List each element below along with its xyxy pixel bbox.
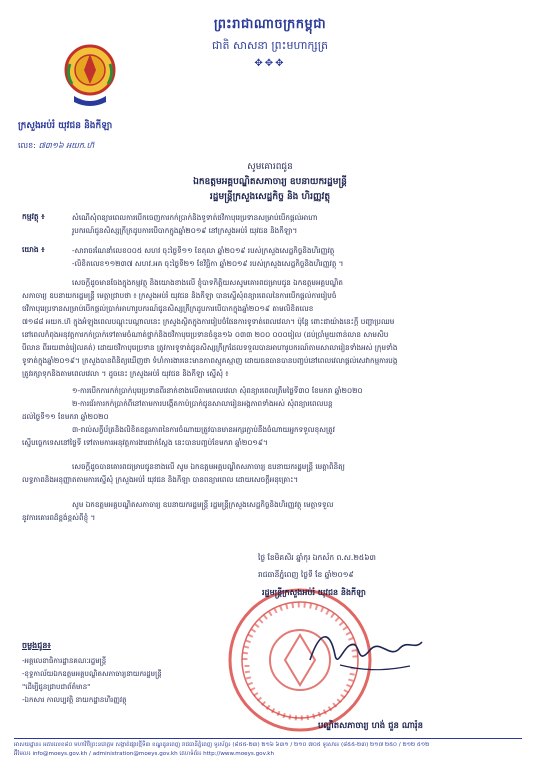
body-paragraph-2 — [22, 460, 522, 486]
cc-item: -ឯកសារ កាលប្បវត្តិ នាយកដ្ឋានហិរញ្ញវត្ថុ — [22, 696, 127, 704]
reference-line-1: -សារាចរណែនាំលេខ០០៥ សហវ ចុះថ្ងៃទី១១ ខែតុលា ឆ្នាំ២០១៩ របស់ក្រសួងសេដ្ឋកិច្ចនិងហិរញ្ញវត្ថុ — [72, 246, 335, 255]
subject-line-2: រូបករណ៍ជូនសិស្សក្រីក្រដូបការបើបាកក្នុងឆ្នាំ២០១៩ នៅក្រសួងអប់រំ យុវជន និងកីឡា។ — [72, 226, 298, 235]
addressee-salutation: សូមគោរពជូន — [247, 162, 293, 172]
body-line: ទូទាត់ក្នុងឆ្នាំ២០១៩។ ក្រសួងបានពិនិត្យឃើញថា ទំហំការងារនេះមានភាពស្មុគស្មាញ ដោយធនធានបានបញ្ចប់នៅពេលវេលាផ្តល់សេវាកម្មការបង្ក — [22, 356, 398, 365]
body-line: លទ្ធភាពនិងអនុញ្ញាតតាមការស្នើសុំ ក្រសួងអប់រំ យុវជន និងកីឡា បានពន្យារពេល ដោយសេចក្តីអនុគ្រោះ។ — [22, 475, 299, 484]
body-paragraph-1 — [22, 276, 522, 380]
reference-number — [18, 140, 94, 152]
subject-text — [72, 211, 522, 237]
cc-item: "ដើម្បីជូនជ្រាបជាព័ត៌មាន" — [22, 683, 91, 691]
body-line: ថវិកាបុរេប្រទានសម្រាប់បើកផ្តល់ប្រាក់អាហារូបករណ៍ជូនសិស្សក្រីក្រដូបការបើបាកក្នុងឆ្នាំ២០១៩ តាមលិខិតលេខ — [22, 304, 314, 313]
cc-list — [22, 655, 162, 707]
ministry-name: ក្រសួងអប់រំ យុវជន និងកីឡា — [18, 121, 113, 131]
cc-item: -អគ្គលេខាធិការដ្ឋានគណៈរដ្ឋមន្ត្រី — [22, 657, 107, 665]
body-line: សូម ឯកឧត្តមអគ្គបណ្ឌិតសភាចារ្យ ឧបនាយករដ្ឋមន្ត្រី រដ្ឋមន្ត្រីក្រសួងសេដ្ឋកិច្ចនិងហិរញ្ញវត្ថុ មេត្តាទទួល — [72, 500, 334, 509]
request-item-1: ១-ការបើកការកក់ប្រាក់បុរេប្រទានពីរនាក់ខាងលើតាមពេលវេលា សុំពន្យារពេលត្រឹមថ្ងៃទី៣០ ខែមករា ឆ្នាំ២០២០ — [72, 386, 363, 395]
subject-line-1: សំណើសុំពន្យារពេលការបើកចេញការកក់ប្រាក់និងទូទាត់ថវិកាបុរេប្រទានសម្រាប់បើកផ្តល់អាហា — [72, 213, 318, 222]
addressee-block — [150, 160, 390, 205]
reference-number-value: ៧៣១៦ អយក.ហ៊ — [38, 141, 95, 150]
lunar-date: ថ្ងៃ ខែមិគសិរ ឆ្នាំកុរ ឯកស័ក ព.ស.២៥៦៣ — [258, 553, 376, 562]
subject-label: កម្មវត្ថុ ៖ — [22, 212, 45, 221]
cc-item: -ខុទ្ទកាល័យឯកឧត្តមអគ្គបណ្ឌិតសភាចារ្យនាយករដ្ឋមន្ត្រី — [22, 670, 162, 678]
request-item-3-cont: ស្នើបច្ចេកទេសនៅថ្ងៃទី ទៅតាមការអនុវត្តការងារជាក់ស្តែង នេះបានបញ្ចប់ខែមករា ឆ្នាំ២០១៩។ — [22, 438, 268, 447]
footer-contact: អ៊ីមែល៖ info@moeys.gov.kh / administration@moeys.gov.kh គេហទំព័រ៖ http://www.moeys.gov.kh — [14, 751, 275, 757]
handwritten-signature-icon — [300, 620, 430, 680]
request-item-2-cont: ដល់ថ្ងៃទី១១ ខែមករា ឆ្នាំ២០២០ — [22, 412, 109, 421]
signer-name: បណ្ឌិតសភាចារ្យ ហង់ ជួន ណារ៉ុន — [318, 721, 424, 731]
body-line: សេចក្តីដូចមានចែងក្នុងកម្មវត្ថុ និងយោងខាងលើ ខ្ញុំបាទកិត្តិយសសូមគោរពជម្រាបជូន ឯកឧត្តមអគ្គបណ្ឌិត — [72, 278, 343, 287]
footer-divider — [14, 738, 522, 739]
request-item-3: ៣-រាល់សក្ខីប័ត្រនិងលិខិតឧត្តរភាពនៃការចំណាយត្រូវបានមានអក្សរភ្ជាប់នឹងចំណាយអ្នកទទួលខុសត្រូវ — [72, 425, 335, 434]
reference-line-2: -លិខិតលេខ១១២៣៧ សហវ.អគ ចុះថ្ងៃទី២១ ខែវិច្ឆិកា ឆ្នាំ២០១៩ របស់ក្រសួងសេដ្ឋកិច្ចនិងហិរញ្ញវត្ថុ ។ — [72, 259, 344, 268]
kingdom-header — [160, 16, 380, 69]
addressee-line-2: រដ្ឋមន្ត្រីក្រសួងសេដ្ឋកិច្ច និង ហិរញ្ញវត្ថុ — [209, 192, 331, 202]
signer-title: រដ្ឋមន្ត្រីក្រសួងអប់រំ យុវជន និងកីឡា — [262, 588, 366, 597]
body-line: ៧១៨៨ អយក.ហ៊ ក្នុងអំឡុងពេលបណ្តុះបណ្តាលនេះ ក្រសួងស្ថិតក្នុងការរៀបចំផែនការទូទាត់ពេលវេលា។ ប៉ុន្តែ ពោះជាយ៉ាងនេះក្តី បញ្ហាប្រឈម — [22, 317, 395, 326]
body-paragraph-3 — [22, 498, 522, 524]
body-line: នៅពេលកំពុងអនុវត្តការកក់ប្រាក់ទៅតាមចំណាត់ថ្នាក់និងថវិកាបុរេប្រទានចំនួន១៦ ០៣៣ ២០០ ០០០រៀល (ដប់ប្រាំមួយពាន់លាន សាមសិប — [22, 330, 389, 339]
footer-address: អាសយដ្ឋាន៖ អគារលេខ៨០ មហាវិថីព្រះនរោត្តម សង្កាត់ផ្សារថ្មីទី៣ ខណ្ឌដូនពេញ រាជធានីភ្នំពេញ ទូរស័ព្ទ៖ (៨៥៥-២៣) ២១៦ ៦៣១ / ២១០ ៧០៥ ទូរសារ៖ (៨៥៥-២៣) ២១៧ ២៥០ / ២១២ ៥១២ — [14, 742, 430, 748]
request-item-2: ២-ការជ័រការកក់ប្រាក់ពីនៅតាមការបង្កើតកាប៉ប្រាក់ជូនសាលារៀនអង្កភាពទាំងអស់ សុំពន្យារពេលបន្ត — [72, 399, 333, 408]
body-line: ត្រូវរក្សាទុកនិងតាមពេលវេលា ។ ដូចនេះ ក្រសួងអប់រំ យុវជន និងកីឡា ស្នើសុំ ៖ — [22, 369, 229, 378]
header-ornament: ✥✥✥ — [254, 58, 286, 69]
kingdom-title: ព្រះរាជាណាចក្រកម្ពុជា — [213, 17, 327, 32]
reference-text — [72, 244, 522, 270]
solar-date: រាជធានីភ្នំពេញ ថ្ងៃទី ខែ ឆ្នាំ២០១៩ — [258, 570, 354, 579]
cc-title: ចម្លងជូន៖ — [22, 641, 51, 650]
letterhead-footer — [14, 741, 522, 759]
body-line: បីលាន ពីររយពាន់រៀលគត់) ដោយថវិកាបុរេប្រទាន ត្រូវការទូទាត់ជូនសិស្សក្រីក្រដែលទទួលបានអាហារូបករណ៍តាមសាលារៀនទាំងអស់ ក្រុមទាំង — [22, 343, 398, 352]
addressee-line-1: ឯកឧត្តមអគ្គបណ្ឌិតសភាចារ្យ ឧបនាយករដ្ឋមន្ត្រី — [193, 177, 347, 187]
body-line: នូវការគោរពដ៏ខ្ពង់ខ្ពស់ពីខ្ញុំ ។ — [22, 513, 96, 522]
body-line: សេចក្តីដូចបានគោរពជម្រាបជូនខាងលើ សូម ឯកឧត្តមអគ្គបណ្ឌិតសភាចារ្យ ឧបនាយករដ្ឋមន្ត្រី មេត្តាពិនិត្យ — [72, 462, 345, 471]
reference-label: យោង ៖ — [22, 245, 45, 254]
reference-number-label: លេខ: — [18, 141, 36, 150]
ministry-emblem-icon — [62, 40, 118, 110]
request-items — [22, 384, 522, 449]
national-motto: ជាតិ សាសនា ព្រះមហាក្សត្រ — [212, 39, 328, 52]
body-line: សភាចារ្យ ឧបនាយករដ្ឋមន្ត្រី មេត្តាជ្រាបថា ៖ ក្រសួងអប់រំ យុវជន និងកីឡា បានស្នើសុំពន្យារពេលនៃការបើកផ្តល់ការរៀបចំ — [22, 291, 337, 300]
